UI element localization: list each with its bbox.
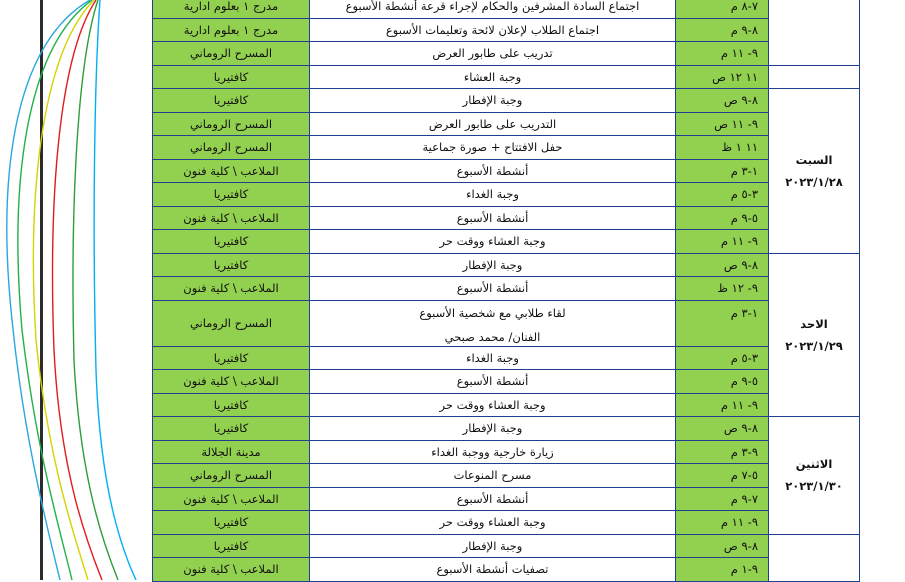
place-cell: المسرح الروماني <box>153 112 310 136</box>
activity-cell: أنشطة الأسبوع <box>310 206 676 230</box>
time-cell: ٩- ١١ م <box>676 42 769 66</box>
activity-cell: تدريب على طابور العرض <box>310 42 676 66</box>
time-cell: ١١ ١ ظ <box>676 136 769 160</box>
place-cell: الملاعب \ كلية فنون <box>153 487 310 511</box>
time-cell: ٨-٩ ص <box>676 417 769 441</box>
schedule-table <box>152 0 860 582</box>
time-cell: ٩-٣ م <box>676 440 769 464</box>
table-row <box>153 112 860 136</box>
time-cell: ٧-٨ م <box>676 0 769 18</box>
place-cell: كافتيريا <box>153 183 310 207</box>
day-name: الاحد <box>800 316 828 331</box>
place-cell: الملاعب \ كلية فنون <box>153 370 310 394</box>
time-cell: ٧-٩ م <box>676 487 769 511</box>
activity-cell: وجبة الإفطار <box>310 89 676 113</box>
time-cell: ٥-٩ م <box>676 370 769 394</box>
activity-cell: اجتماع السادة المشرفين والحكام لإجراء قرعة أنشطة الأسبوع <box>310 0 676 18</box>
time-cell: ٩- ١١ م <box>676 511 769 535</box>
table-row <box>153 65 860 89</box>
time-cell: ٣-٥ م <box>676 346 769 370</box>
activity-cell: اجتماع الطلاب لإعلان لائحة وتعليمات الأسبوع <box>310 18 676 42</box>
time-cell: ٣-٥ م <box>676 183 769 207</box>
day-cell <box>769 534 860 581</box>
activity-cell <box>310 300 676 346</box>
table-row <box>153 159 860 183</box>
table-row <box>153 534 860 558</box>
activity-cell: أنشطة الأسبوع <box>310 370 676 394</box>
table-row <box>153 300 860 346</box>
time-cell: ٩- ١١ ص <box>676 112 769 136</box>
table-row <box>153 230 860 254</box>
activity-cell: وجبة الغداء <box>310 183 676 207</box>
table-row <box>153 0 860 18</box>
place-cell: كافتيريا <box>153 534 310 558</box>
decorative-curves <box>0 0 150 580</box>
table-row <box>153 42 860 66</box>
time-cell: ٨-٩ ص <box>676 89 769 113</box>
place-cell: الملاعب \ كلية فنون <box>153 558 310 582</box>
place-cell: كافتيريا <box>153 393 310 417</box>
activity-cell: وجبة العشاء ووقت حر <box>310 393 676 417</box>
activity-cell: وجبة الإفطار <box>310 417 676 441</box>
day-date: ٢٠٢٣/١/٢٩ <box>785 338 843 353</box>
time-cell: ٩- ١١ م <box>676 393 769 417</box>
activity-cell: أنشطة الأسبوع <box>310 487 676 511</box>
place-cell: الملاعب \ كلية فنون <box>153 277 310 301</box>
table-row <box>153 136 860 160</box>
day-date: ٢٠٢٣/١/٢٨ <box>785 174 843 189</box>
activity-cell: وجبة العشاء ووقت حر <box>310 230 676 254</box>
day-date: ٢٠٢٣/١/٣٠ <box>785 479 843 494</box>
day-cell <box>769 0 860 65</box>
activity-cell: حفل الافتتاح + صورة جماعية <box>310 136 676 160</box>
place-cell: مدينة الجلالة <box>153 440 310 464</box>
place-cell: الملاعب \ كلية فنون <box>153 159 310 183</box>
place-cell: كافتيريا <box>153 230 310 254</box>
place-cell: المسرح الروماني <box>153 42 310 66</box>
activity-subtext: الفنان/ محمد صبحي <box>444 329 541 344</box>
day-cell <box>769 89 860 254</box>
table-row <box>153 89 860 113</box>
activity-cell: تصفيات أنشطة الأسبوع <box>310 558 676 582</box>
activity-cell: وجبة العشاء <box>310 65 676 89</box>
activity-text: لقاء طلابي مع شخصية الأسبوع <box>419 305 566 320</box>
table-row <box>153 370 860 394</box>
table-row <box>153 393 860 417</box>
table-row <box>153 464 860 488</box>
day-name: الاثنين <box>795 457 833 472</box>
table-row <box>153 440 860 464</box>
place-cell: المسرح الروماني <box>153 464 310 488</box>
table-row <box>153 253 860 277</box>
table-row <box>153 487 860 511</box>
activity-cell: التدريب على طابور العرض <box>310 112 676 136</box>
place-cell: الملاعب \ كلية فنون <box>153 206 310 230</box>
activity-cell: وجبة العشاء ووقت حر <box>310 511 676 535</box>
place-cell: كافتيريا <box>153 511 310 535</box>
day-cell <box>769 417 860 535</box>
time-cell: ٨-٩ ص <box>676 534 769 558</box>
time-cell: ٨-٩ ص <box>676 253 769 277</box>
table-row <box>153 206 860 230</box>
place-cell: المسرح الروماني <box>153 300 310 346</box>
place-cell: المسرح الروماني <box>153 136 310 160</box>
time-cell: ١١ ١٢ ص <box>676 65 769 89</box>
activity-cell: وجبة الإفطار <box>310 253 676 277</box>
time-cell: ١-٣ م <box>676 300 769 346</box>
table-row <box>153 511 860 535</box>
place-cell: كافتيريا <box>153 253 310 277</box>
place-cell: كافتيريا <box>153 346 310 370</box>
day-cell <box>769 65 860 89</box>
place-cell: مدرج ١ بعلوم ادارية <box>153 0 310 18</box>
time-cell: ٩- ١١ م <box>676 230 769 254</box>
day-cell <box>769 253 860 417</box>
activity-cell: أنشطة الأسبوع <box>310 159 676 183</box>
activity-cell: أنشطة الأسبوع <box>310 277 676 301</box>
table-row <box>153 18 860 42</box>
activity-cell: مسرح المنوعات <box>310 464 676 488</box>
place-cell: كافتيريا <box>153 89 310 113</box>
place-cell: مدرج ١ بعلوم ادارية <box>153 18 310 42</box>
activity-cell: زيارة خارجية ووجبة الغداء <box>310 440 676 464</box>
table-row <box>153 417 860 441</box>
time-cell: ١-٣ م <box>676 159 769 183</box>
time-cell: ٥-٩ م <box>676 206 769 230</box>
activity-cell: وجبة الإفطار <box>310 534 676 558</box>
time-cell: ٥-٧ م <box>676 464 769 488</box>
time-cell: ٩-١ م <box>676 558 769 582</box>
activity-cell: وجبة الغداء <box>310 346 676 370</box>
place-cell: كافتيريا <box>153 65 310 89</box>
time-cell: ٩- ١٢ ظ <box>676 277 769 301</box>
table-row <box>153 183 860 207</box>
table-row <box>153 346 860 370</box>
table-row <box>153 277 860 301</box>
time-cell: ٨-٩ م <box>676 18 769 42</box>
day-name: السبت <box>795 152 833 167</box>
place-cell: كافتيريا <box>153 417 310 441</box>
table-row <box>153 558 860 582</box>
